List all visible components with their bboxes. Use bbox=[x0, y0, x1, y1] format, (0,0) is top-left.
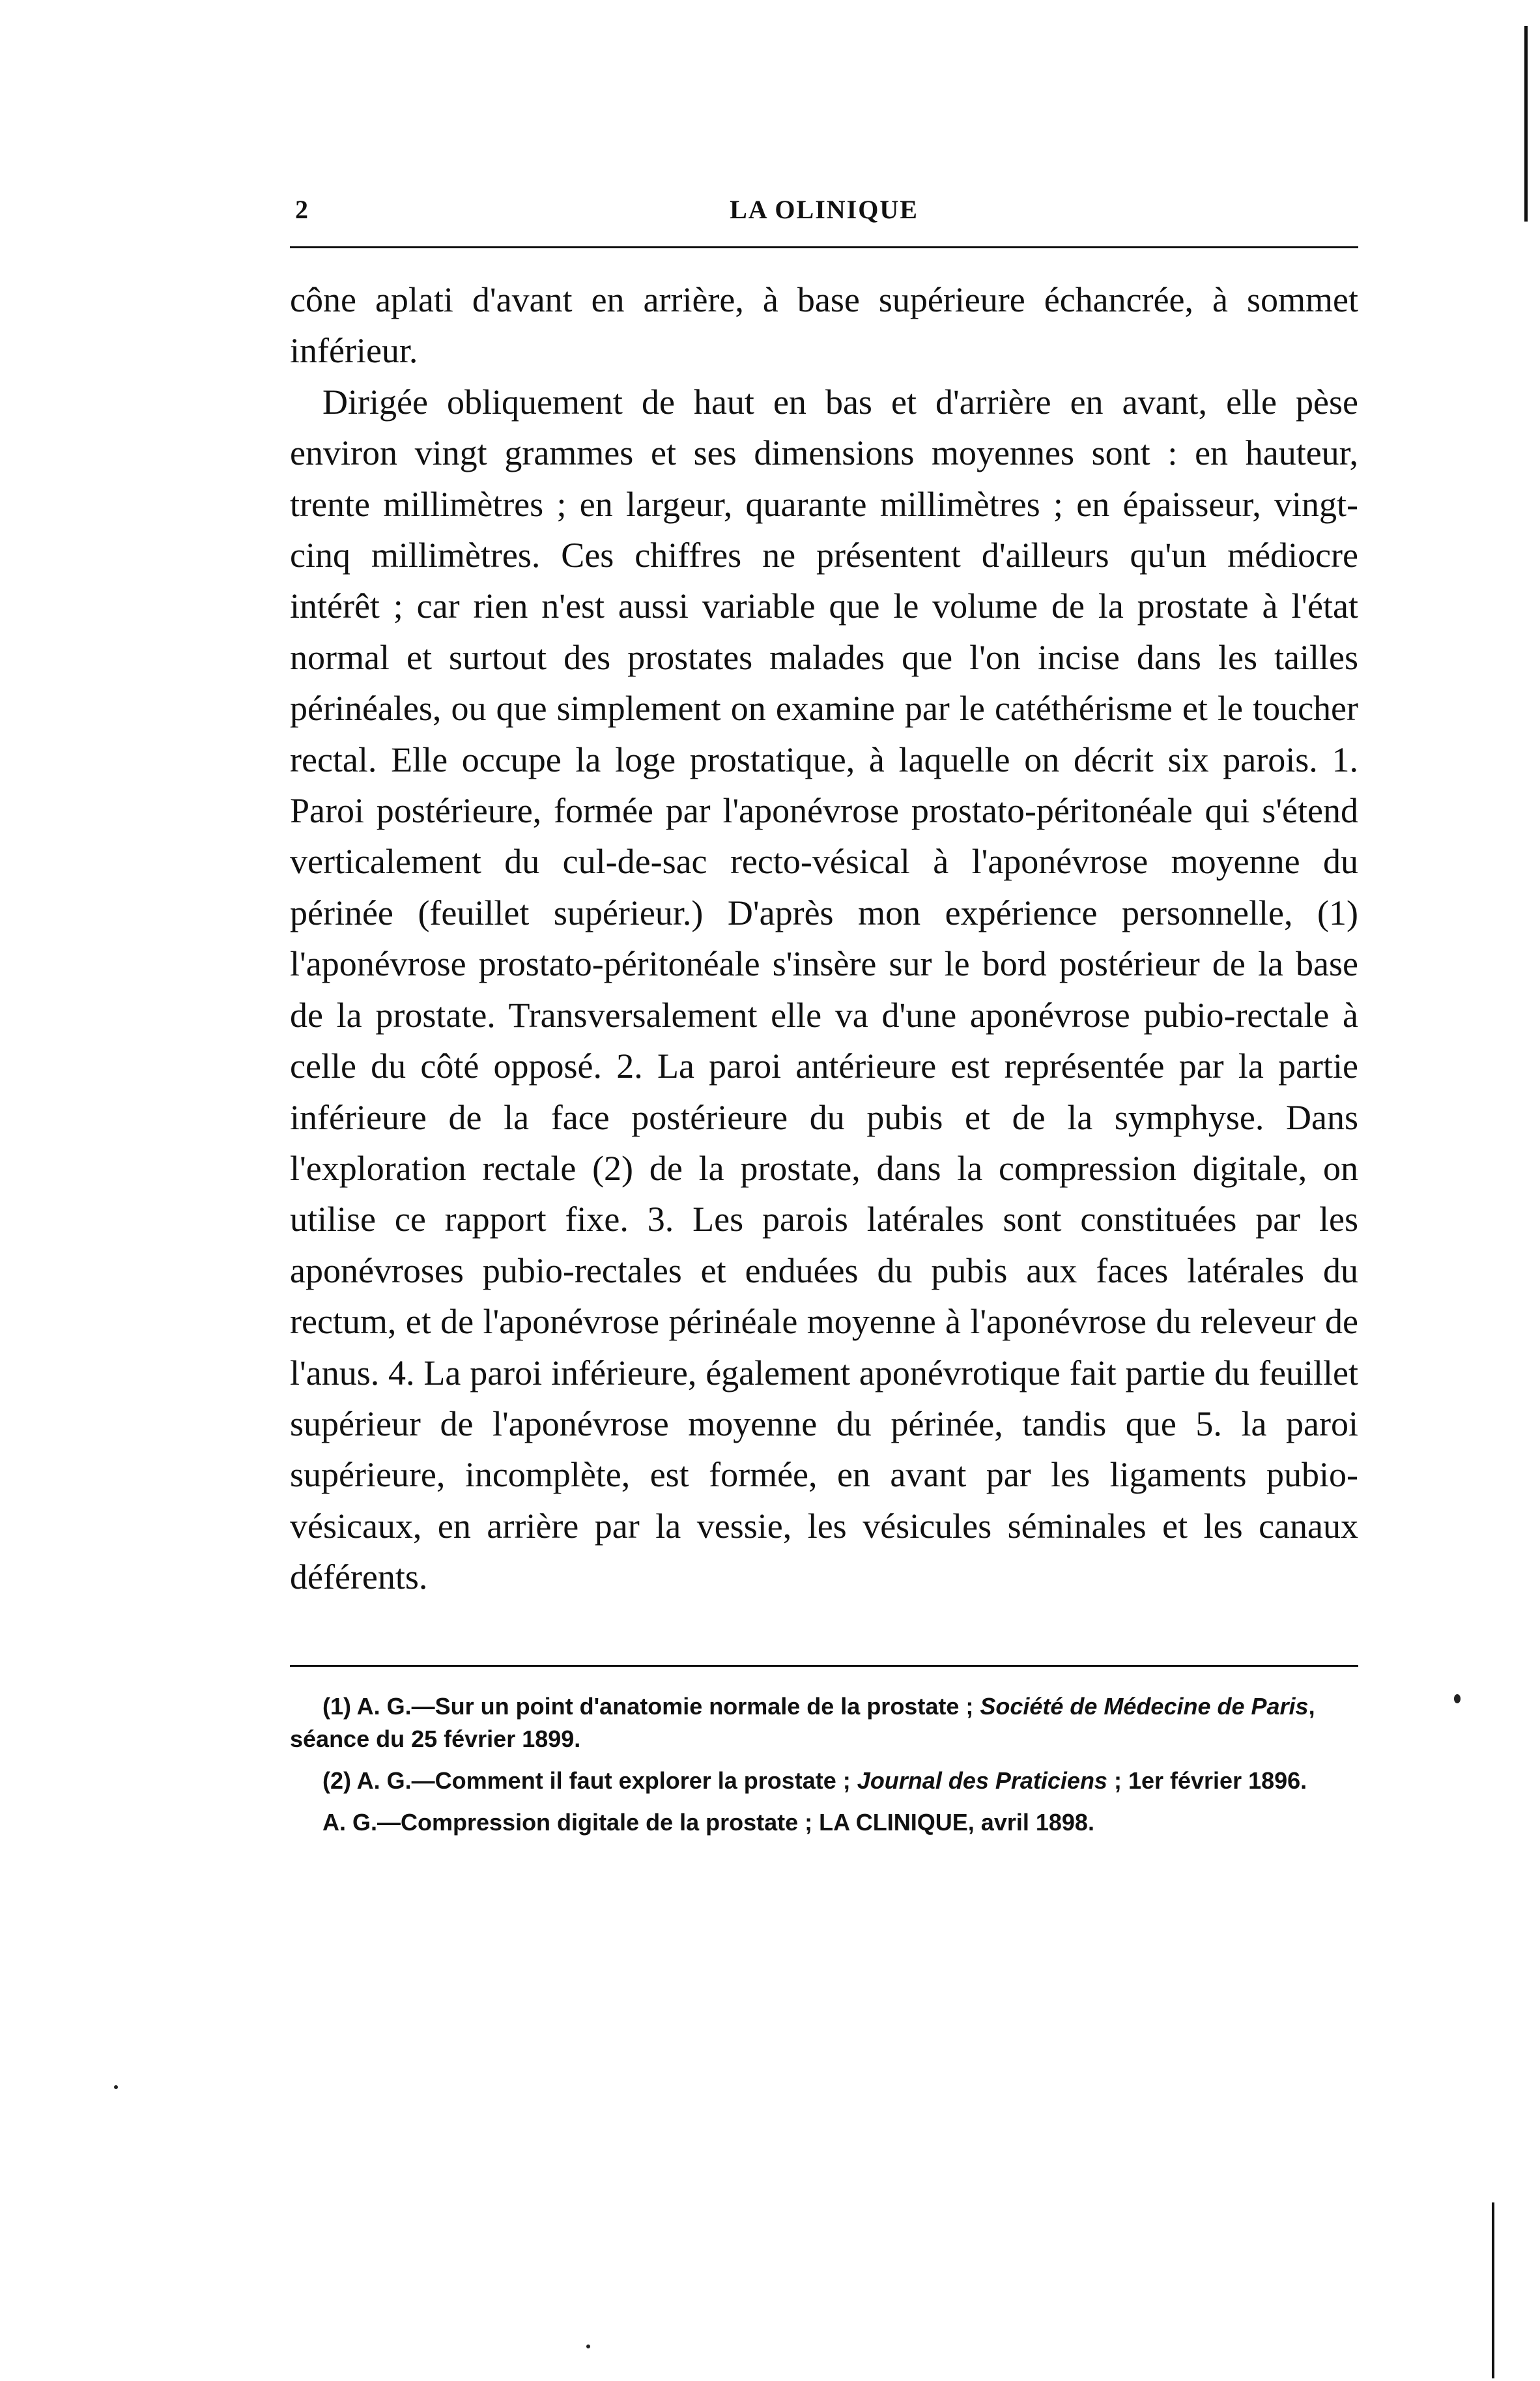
running-head bbox=[290, 182, 1358, 228]
header-rule bbox=[290, 246, 1358, 248]
footnote-3: A. G.—Compression digitale de la prostate ; LA CLINIQUE, avril 1898. bbox=[322, 1808, 1094, 1836]
scan-speck bbox=[1454, 1694, 1461, 1703]
book-page bbox=[290, 182, 1358, 1848]
footnote-2 bbox=[290, 1765, 1358, 1797]
footnote-2-source: Journal des Praticiens bbox=[857, 1767, 1107, 1794]
page-number: 2 bbox=[295, 195, 309, 224]
body-text bbox=[290, 274, 1358, 1603]
journal-name: LA OLINIQUE bbox=[730, 195, 919, 224]
scan-speck bbox=[114, 2085, 118, 2089]
footnote-2-tail: ; 1er février 1896. bbox=[1107, 1767, 1307, 1794]
paragraph-2: Dirigée obliquement de haut en bas et d'arrière en avant, elle pèse environ vingt grammes et ses dimensions moyennes sont : en hauteur, trente millimètres ; en largeur, quarante millimètres ; en épaisseur, vingt-cinq millimètres. Ces chiffres ne présentent d'ailleurs qu'un médiocre intérêt ; car rien n'est aussi variable que le volume de la prostate à l'état normal et surtout des prostates malades que l'on incise dans les tailles périnéales, ou que simplement on examine par le catéthérisme et le toucher rectal. Elle occupe la loge prostatique, à laquelle on décrit six parois. 1. Paroi postérieure, formée par l'aponévrose prostato-péritonéale qui s'étend verticalement du cul-de-sac recto-vésical à l'aponévrose moyenne du périnée (feuillet supérieur.) D'après mon expérience personnelle, (1) l'aponévrose prostato-péritonéale s'insère sur le bord postérieur de la base de la prostate. Transversalement elle va d'une aponévrose pubio-rectale à celle du côté opposé. 2. La paroi antérieure est représentée par la partie inférieure de la face postérieure du pubis et de la symphyse. Dans l'exploration rectale (2) de la prostate, dans la compression digitale, on utilise ce rapport fixe. 3. Les parois latérales sont constituées par les aponévroses pubio-rectales et enduées du pubis aux faces latérales du rectum, et de l'aponévrose périnéale moyenne à l'aponévrose du releveur de l'anus. 4. La paroi inférieure, également aponévrotique fait partie du feuillet supérieur de l'aponévrose moyenne du périnée, tandis que 5. la paroi supérieure, incomplète, est formée, en avant par les ligaments pubio-vésicaux, en arrière par la vessie, les vésicules séminales et les canaux déférents. bbox=[290, 382, 1358, 1597]
footnote-1-lead: (1) A. G.—Sur un point d'anatomie normale de la prostate ; bbox=[322, 1692, 980, 1720]
footnote-2-lead: (2) A. G.—Comment il faut explorer la prostate ; bbox=[322, 1767, 857, 1794]
scan-edge-right bbox=[1524, 26, 1528, 222]
footnote-1 bbox=[290, 1690, 1358, 1755]
scan-speck bbox=[586, 2345, 590, 2348]
paragraph-1: cône aplati d'avant en arrière, à base supérieure échancrée, à sommet inférieur. bbox=[290, 280, 1358, 371]
footnote-rule bbox=[290, 1665, 1358, 1667]
footnote-1-source: Société de Médecine de Paris bbox=[980, 1692, 1309, 1720]
footnote-1-tail: , séance du 25 février 1899. bbox=[290, 1692, 1315, 1752]
footnotes bbox=[290, 1690, 1358, 1839]
scan-edge-right-lower bbox=[1492, 2202, 1494, 2378]
